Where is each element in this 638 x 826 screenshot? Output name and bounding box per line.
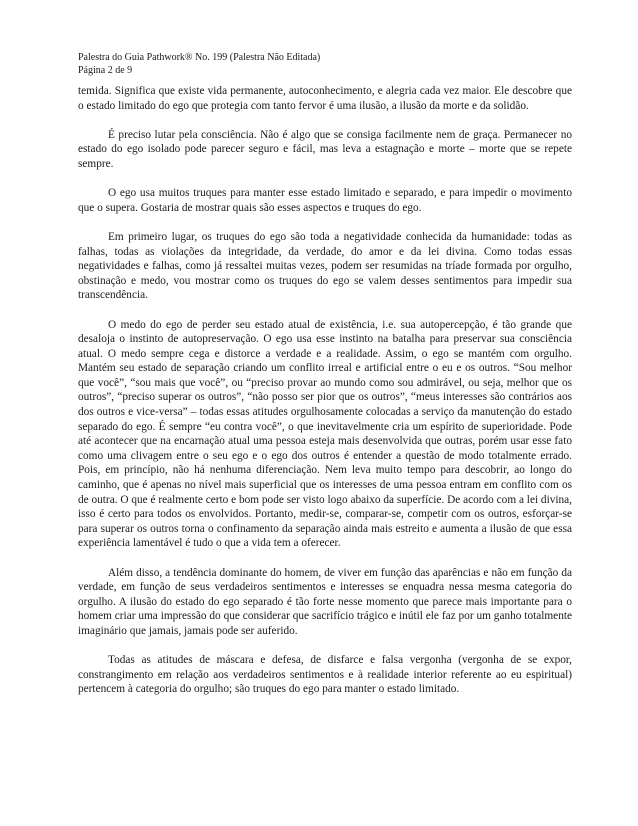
paragraph: Além disso, a tendência dominante do homem, de viver em função das aparências e não em função da verdade, em função de seus verdadeiros sentimentos e interesses se enquadra nessa mesma categoria do orgulho. A ilusão do estado do ego separado é tão forte nesse momento que parece mais importante para o homem criar uma impressão do que considerar que sacrifício trágico e inútil ele faz por um ganho totalmente imaginário que jamais, jamais pode ser auferido.: [78, 566, 572, 637]
paragraph: É preciso lutar pela consciência. Não é algo que se consiga facilmente nem de graça. Permanecer no estado do ego isolado pode parecer seguro e fácil, mas leva a estagnação e morte – morte que se repete sempre.: [78, 128, 572, 170]
page-header: [78, 52, 572, 77]
paragraph: Todas as atitudes de máscara e defesa, de disfarce e falsa vergonha (vergonha de se expor, constrangimento em relação aos verdadeiros sentimentos e à realidade interior referente ao eu espiritual) pertencem à categoria do orgulho; são truques do ego para manter o estado limitado.: [78, 654, 572, 696]
body-text: [78, 84, 572, 697]
header-title: Palestra do Guia Pathwork® No. 199 (Palestra Não Editada): [78, 52, 321, 63]
paragraph: temida. Significa que existe vida permanente, autoconhecimento, e alegria cada vez maior. Ele descobre que o estado limitado do ego que protegia com tanto fervor é uma ilusão, a ilusão da morte e da solidão.: [78, 85, 572, 112]
paragraph: O medo do ego de perder seu estado atual de existência, i.e. sua autopercepção, é tão grande que desaloja o instinto de autopreservação. O ego usa esse instinto na batalha para preservar sua consciência atual. O medo sempre cega e distorce a verdade e a realidade. Assim, o ego se mantém com orgulho. Mantém seu estado de separação criando um conflito irreal e artificial entre o eu e os outros. “Sou melhor que você”, “sou mais que você”, ou “preciso provar ao mundo como sou admirável, ou seja, melhor que os outros”, “preciso superar os outros”, “não posso ser pior que os outros”, “meus interesses são contrários aos dos outros e vice-versa” – todas essas atitudes orgulhosamente colocadas a serviço da manutenção do estado separado do ego. É sempre “eu contra você”, o que inevitavelmente cria um espírito de superioridade. Pode até acontecer que na encarnação atual uma pessoa esteja mais desenvolvida que outras, porém usar esse fato como uma clivagem entre o seu ego e o ego dos outros é entender a questão de modo totalmente errado. Pois, em princípio, não há nenhuma diferenciação. Nem leva muito tempo para descobrir, ao longo do caminho, que é apenas no nível mais superficial que os interesses de uma pessoa entram em conflito com os de outra. O que é realmente certo e bom pode ser visto logo abaixo da superfície. De acordo com a lei divina, isso é certo para todos os envolvidos. Portanto, medir-se, comparar-se, competir com os outros, esforçar-se para superar os outros torna o confinamento da separação ainda mais estreito e aumenta a ilusão de que essa experiência lamentável é tudo o que a vida tem a oferecer.: [78, 318, 572, 550]
header-page-number: Página 2 de 9: [78, 64, 133, 76]
paragraph: Em primeiro lugar, os truques do ego são toda a negatividade conhecida da humanidade: todas as falhas, todas as violações da integridade, da verdade, do amor e da lei divina. Como todas essas negatividades e falhas, como já ressaltei muitas vezes, podem ser resumidas na tríade formada por orgulho, obstinação e medo, vou mostrar como os truques do ego se valem desses sentimentos para impedir sua transcendência.: [78, 230, 572, 302]
paragraph: O ego usa muitos truques para manter esse estado limitado e separado, e para impedir o movimento que o supera. Gostaria de mostrar quais são esses aspectos e truques do ego.: [78, 187, 572, 214]
